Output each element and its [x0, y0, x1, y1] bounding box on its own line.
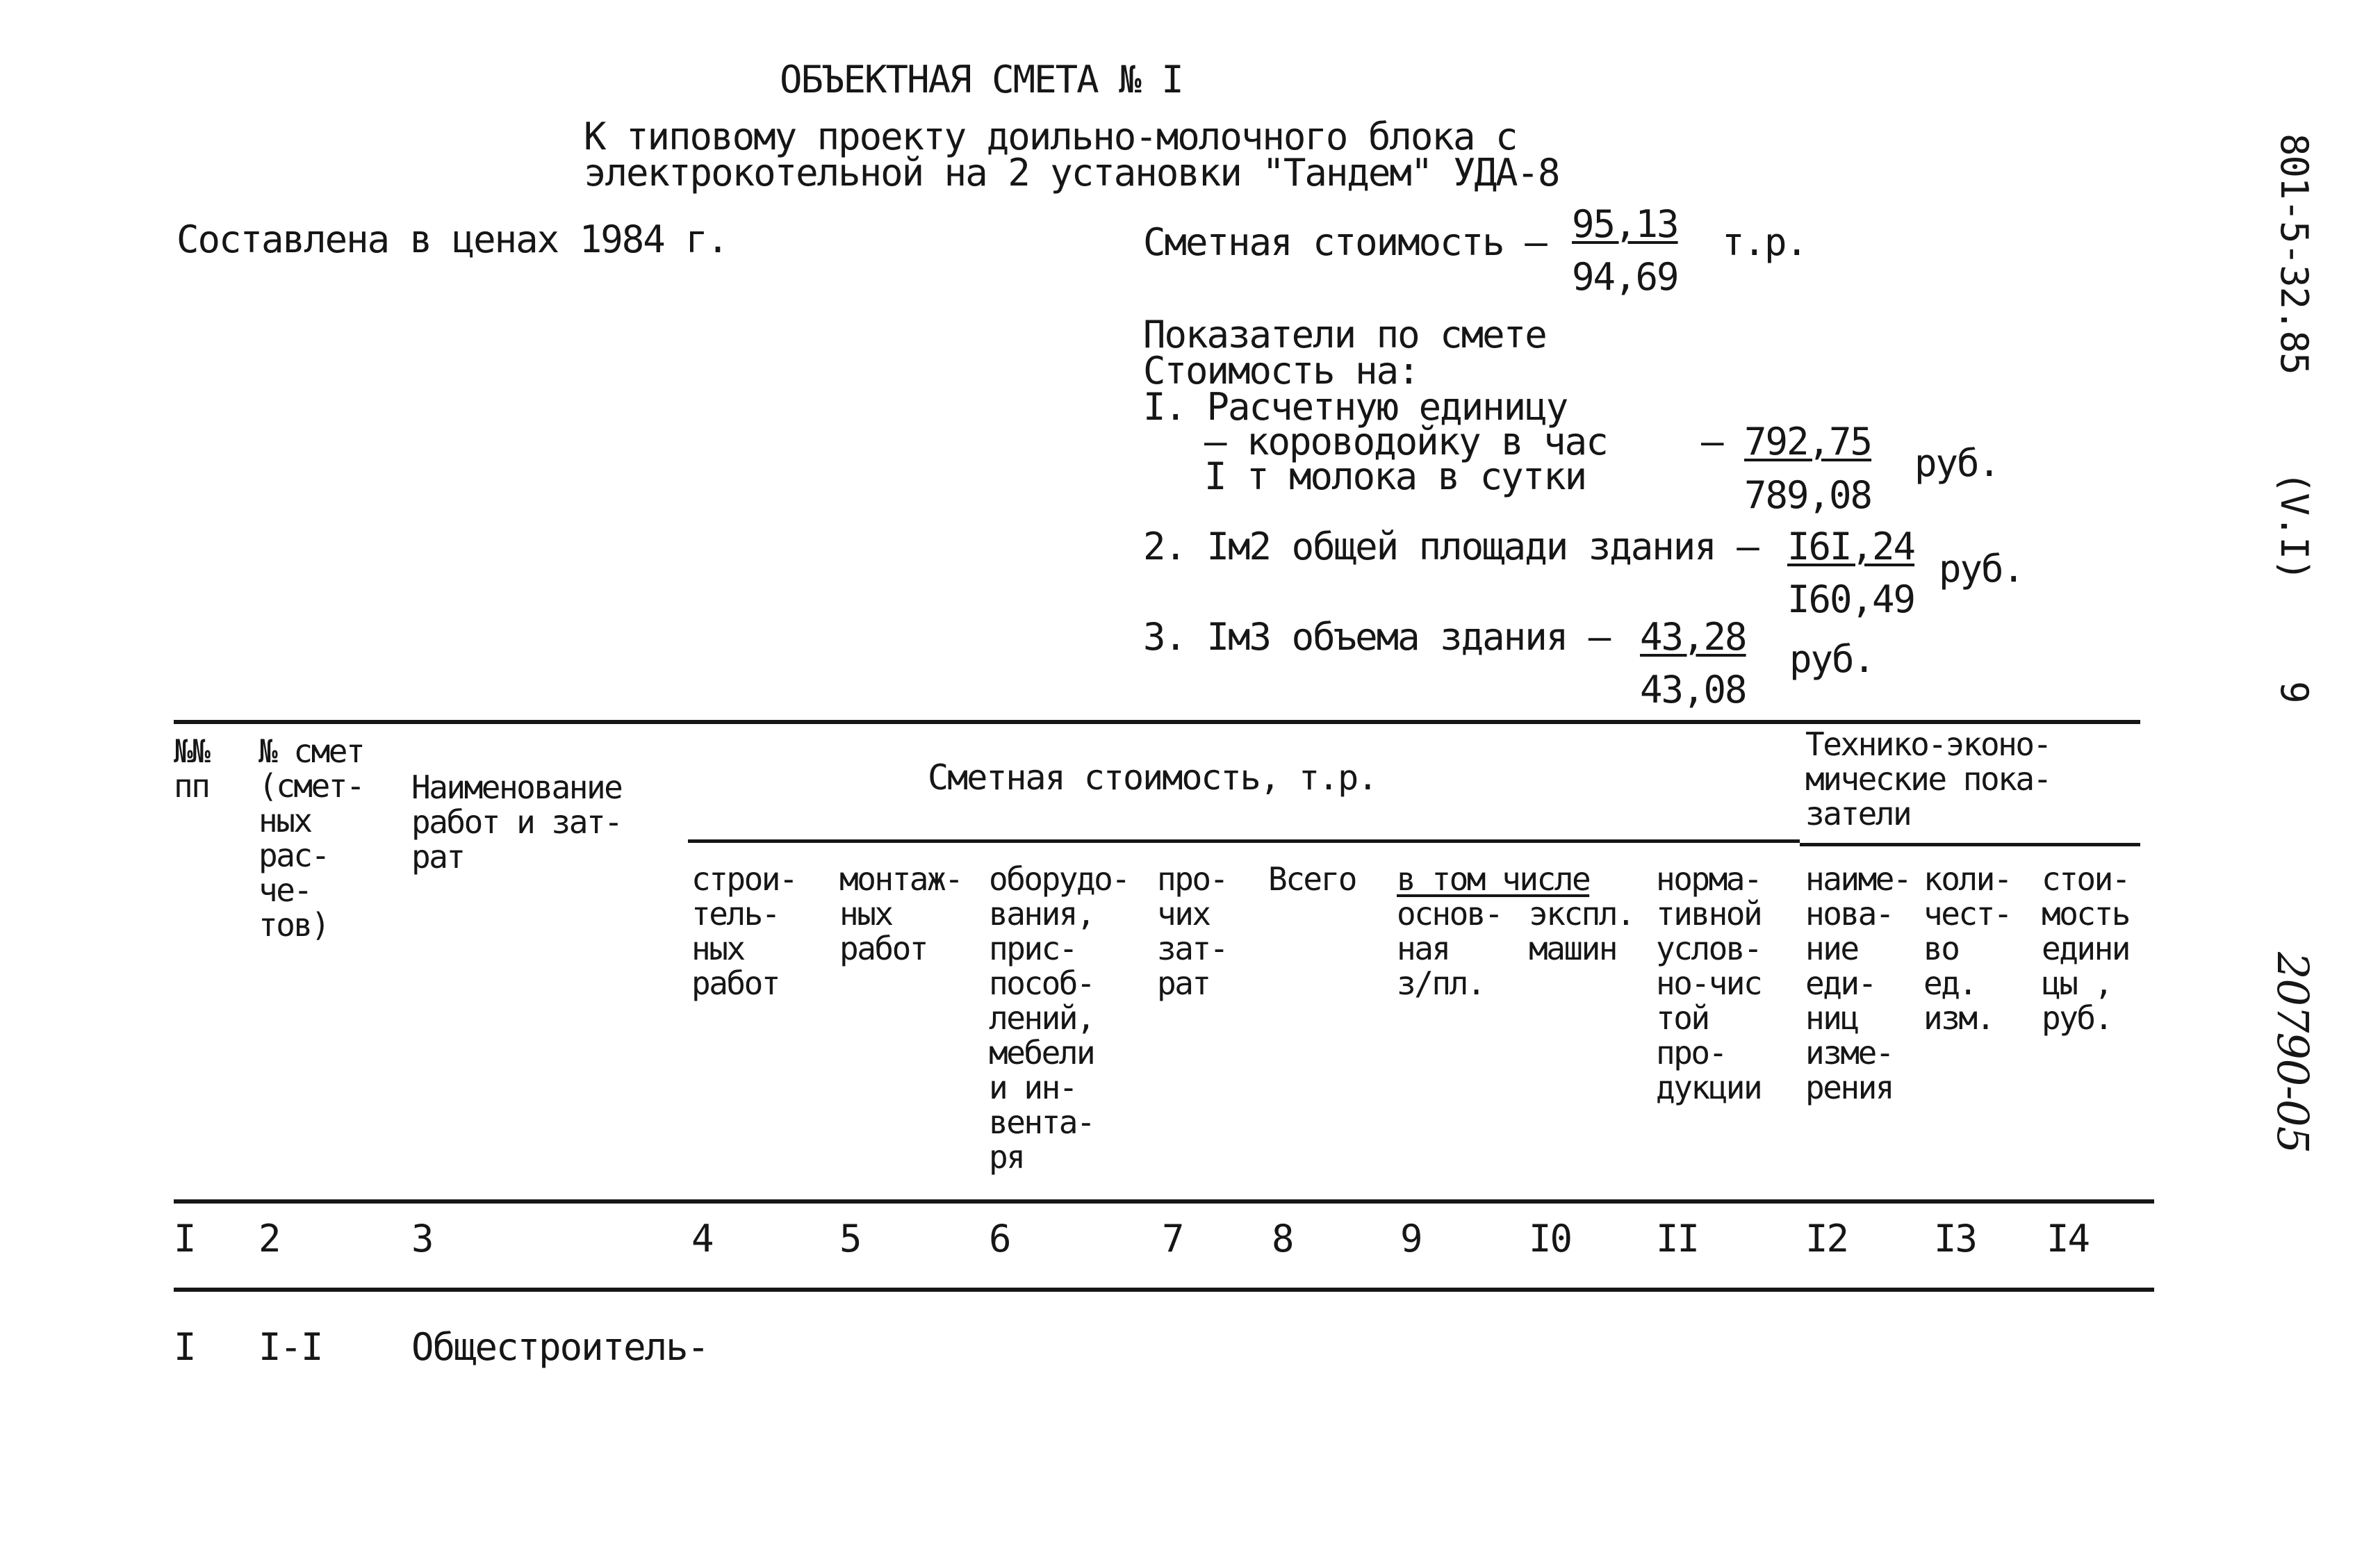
document-subtitle-line-1: К типовому проекту доильно-молочного блока с: [584, 115, 1517, 158]
header-machine-operation: экспл. машин: [1529, 895, 1634, 967]
column-number-4: 4: [691, 1217, 713, 1261]
document-title: ОБЪЕКТНАЯ СМЕТА № I: [780, 58, 1183, 101]
header-normative-output: норма- тивной услов- но-чис той про- дукции: [1656, 860, 1762, 1106]
header-tech-group: Технико-эконо- мические пока- затели: [1805, 725, 2051, 832]
indicator-3-label: 3. Iм3 объема здания –: [1143, 615, 1610, 659]
column-number-13: I3: [1934, 1217, 1977, 1261]
indicator-1-sub-1: – короводойку в час: [1204, 420, 1607, 463]
header-including: в том числе: [1397, 860, 1590, 898]
column-number-12: I2: [1805, 1217, 1848, 1261]
indicator-2-unit: руб.: [1939, 547, 2024, 591]
header-work-name: Наименование работ и зат- рат: [411, 769, 622, 876]
indicator-3-value-top: 43,28: [1640, 615, 1746, 659]
header-construction-works: строи- тель- ных работ: [691, 860, 797, 1002]
table-row-1-estimate: I-I: [258, 1325, 322, 1369]
header-bottom-rule: [174, 1199, 2154, 1204]
column-number-5: 5: [839, 1217, 861, 1261]
header-unit-name: наиме- нова- ние еди- ниц изме- рения: [1805, 860, 1911, 1106]
header-total: Всего: [1268, 860, 1356, 898]
page-number: 9: [2272, 681, 2316, 703]
column-numbers-rule: [174, 1288, 2154, 1292]
indicators-subheading: Стоимость на:: [1143, 349, 1419, 393]
cost-value-bottom: 94,69: [1572, 255, 1678, 299]
indicator-1-value-bottom: 789,08: [1744, 473, 1872, 517]
column-number-8: 8: [1272, 1217, 1293, 1261]
column-number-2: 2: [258, 1217, 280, 1261]
indicator-2-value-bottom: I60,49: [1787, 577, 1915, 621]
header-row-number: №№ пп: [174, 732, 209, 805]
column-number-11: II: [1656, 1217, 1699, 1261]
cost-value-top: 95,13: [1572, 202, 1678, 246]
column-number-1: I: [174, 1217, 195, 1261]
table-row-1-number: I: [174, 1325, 195, 1369]
indicators-heading: Показатели по смете: [1143, 313, 1546, 356]
volume-stamp: (V.I): [2272, 471, 2316, 581]
indicator-1-unit: руб.: [1914, 441, 2000, 485]
indicator-1-dash: –: [1701, 420, 1723, 463]
indicator-2-label: 2. Iм2 общей площади здания –: [1143, 525, 1758, 568]
indicator-1-sub-2: I т молока в сутки: [1204, 454, 1586, 498]
project-code-stamp: 801-5-32.85: [2272, 133, 2316, 375]
header-cost-group: Сметная стоимость, т.р.: [928, 757, 1377, 798]
column-number-9: 9: [1400, 1217, 1422, 1261]
indicator-1-value-top: 792,75: [1744, 420, 1872, 463]
price-basis: Составлена в ценах 1984 г.: [177, 217, 728, 261]
table-top-rule: [174, 720, 2140, 724]
column-number-7: 7: [1162, 1217, 1183, 1261]
indicator-1-label: I. Расчетную единицу: [1143, 385, 1568, 429]
inventory-number: 20790-05: [2267, 952, 2318, 1153]
column-number-14: I4: [2046, 1217, 2090, 1261]
header-estimate-number: № смет (смет- ных рас- че- тов): [258, 732, 364, 944]
column-number-3: 3: [411, 1217, 433, 1261]
cost-group-rule: [688, 839, 1800, 843]
indicator-2-value-top: I6I,24: [1787, 525, 1915, 568]
indicator-3-unit: руб.: [1789, 637, 1875, 681]
tech-group-rule: [1800, 843, 2140, 846]
header-quantity: коли- чест- во ед. изм.: [1923, 860, 2011, 1037]
document-subtitle-line-2: электрокотельной на 2 установки "Тандем" УДА-8: [584, 151, 1559, 195]
column-number-6: 6: [989, 1217, 1010, 1261]
cost-label: Сметная стоимость –: [1143, 220, 1546, 264]
header-unit-cost: стои- мость едини цы , руб.: [2042, 860, 2129, 1037]
table-row-1-name: Общестроитель-: [411, 1325, 709, 1369]
column-number-10: I0: [1529, 1217, 1572, 1261]
header-installation-works: монтаж- ных работ: [839, 860, 962, 967]
header-base-wages: основ- ная з/пл.: [1397, 895, 1502, 1002]
cost-unit: т.р.: [1722, 220, 1807, 264]
header-equipment: оборудо- вания, прис- пособ- лений, мебели и ин- вента- ря: [989, 860, 1129, 1176]
indicator-3-value-bottom: 43,08: [1640, 668, 1746, 712]
header-other-costs: про- чих зат- рат: [1157, 860, 1227, 1002]
